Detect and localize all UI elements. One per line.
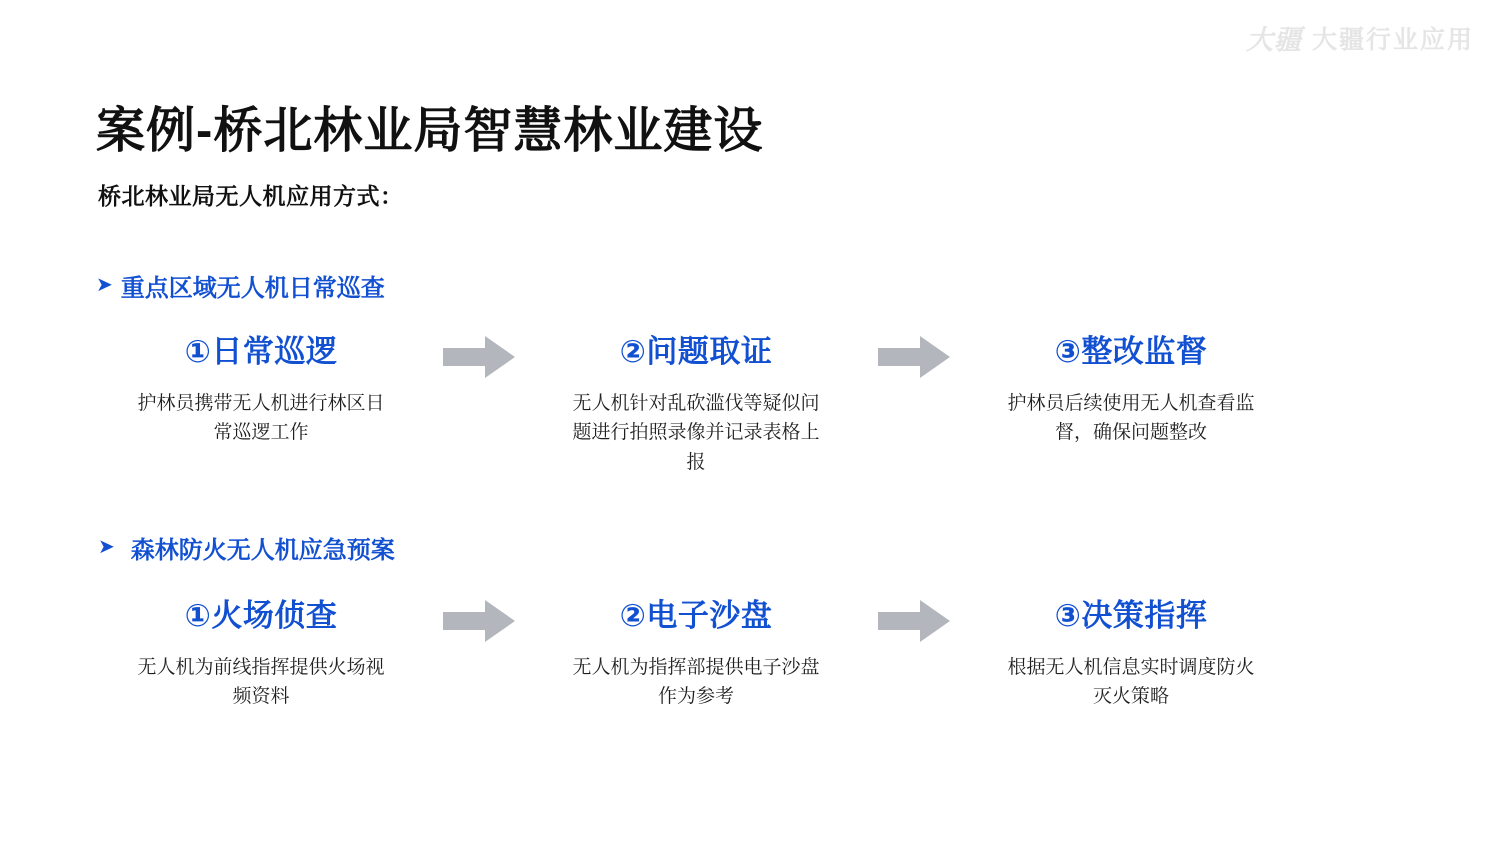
flow-step xyxy=(96,326,426,448)
watermark-label: 大疆行业应用 xyxy=(1311,25,1474,54)
flow-step-title: ③决策指挥 xyxy=(1054,598,1208,633)
arrow-right-icon xyxy=(878,600,950,642)
section-header-label: 森林防火无人机应急预案 xyxy=(130,537,395,564)
flow-step-description: 无人机为前线指挥提供火场视频资料 xyxy=(137,657,385,708)
watermark xyxy=(1246,18,1474,57)
flow-step-title: ②问题取证 xyxy=(619,334,773,369)
arrow-right-icon xyxy=(443,336,515,378)
bullet-arrow-icon: ➤ xyxy=(96,273,113,296)
flow-step-description: 护林员后续使用无人机查看监督，确保问题整改 xyxy=(1007,393,1255,444)
section-header-label: 重点区域无人机日常巡查 xyxy=(120,275,385,302)
flow-step-title: ③整改监督 xyxy=(1054,334,1208,369)
arrow-right-icon xyxy=(443,600,515,642)
flow-step-title: ①日常巡逻 xyxy=(184,334,338,369)
flow-step xyxy=(966,326,1296,448)
flow-step-description: 无人机针对乱砍滥伐等疑似问题进行拍照录像并记录表格上报 xyxy=(572,393,820,473)
flow-step-title: ②电子沙盘 xyxy=(619,598,773,633)
section-header-fire-plan xyxy=(98,530,395,565)
page-title: 案例-桥北林业局智慧林业建设 xyxy=(96,104,764,158)
flow-row-daily-patrol xyxy=(96,326,1416,477)
flow-arrow xyxy=(861,590,966,642)
flow-step xyxy=(531,590,861,712)
flow-step xyxy=(966,590,1296,712)
flow-arrow xyxy=(426,590,531,642)
bullet-arrow-icon: ➤ xyxy=(98,535,115,558)
flow-step-title: ①火场侦查 xyxy=(184,598,338,633)
section-header-daily-patrol xyxy=(96,268,385,303)
flow-arrow xyxy=(426,326,531,378)
flow-arrow xyxy=(861,326,966,378)
flow-step xyxy=(96,590,426,712)
flow-step xyxy=(531,326,861,477)
flow-step-description: 无人机为指挥部提供电子沙盘作为参考 xyxy=(572,657,820,708)
watermark-logo: 大疆 xyxy=(1245,25,1302,55)
page-subtitle: 桥北林业局无人机应用方式： xyxy=(98,183,404,209)
arrow-right-icon xyxy=(878,336,950,378)
flow-row-fire-plan xyxy=(96,590,1416,712)
flow-step-description: 护林员携带无人机进行林区日常巡逻工作 xyxy=(137,393,385,444)
flow-step-description: 根据无人机信息实时调度防火灭火策略 xyxy=(1007,657,1255,708)
